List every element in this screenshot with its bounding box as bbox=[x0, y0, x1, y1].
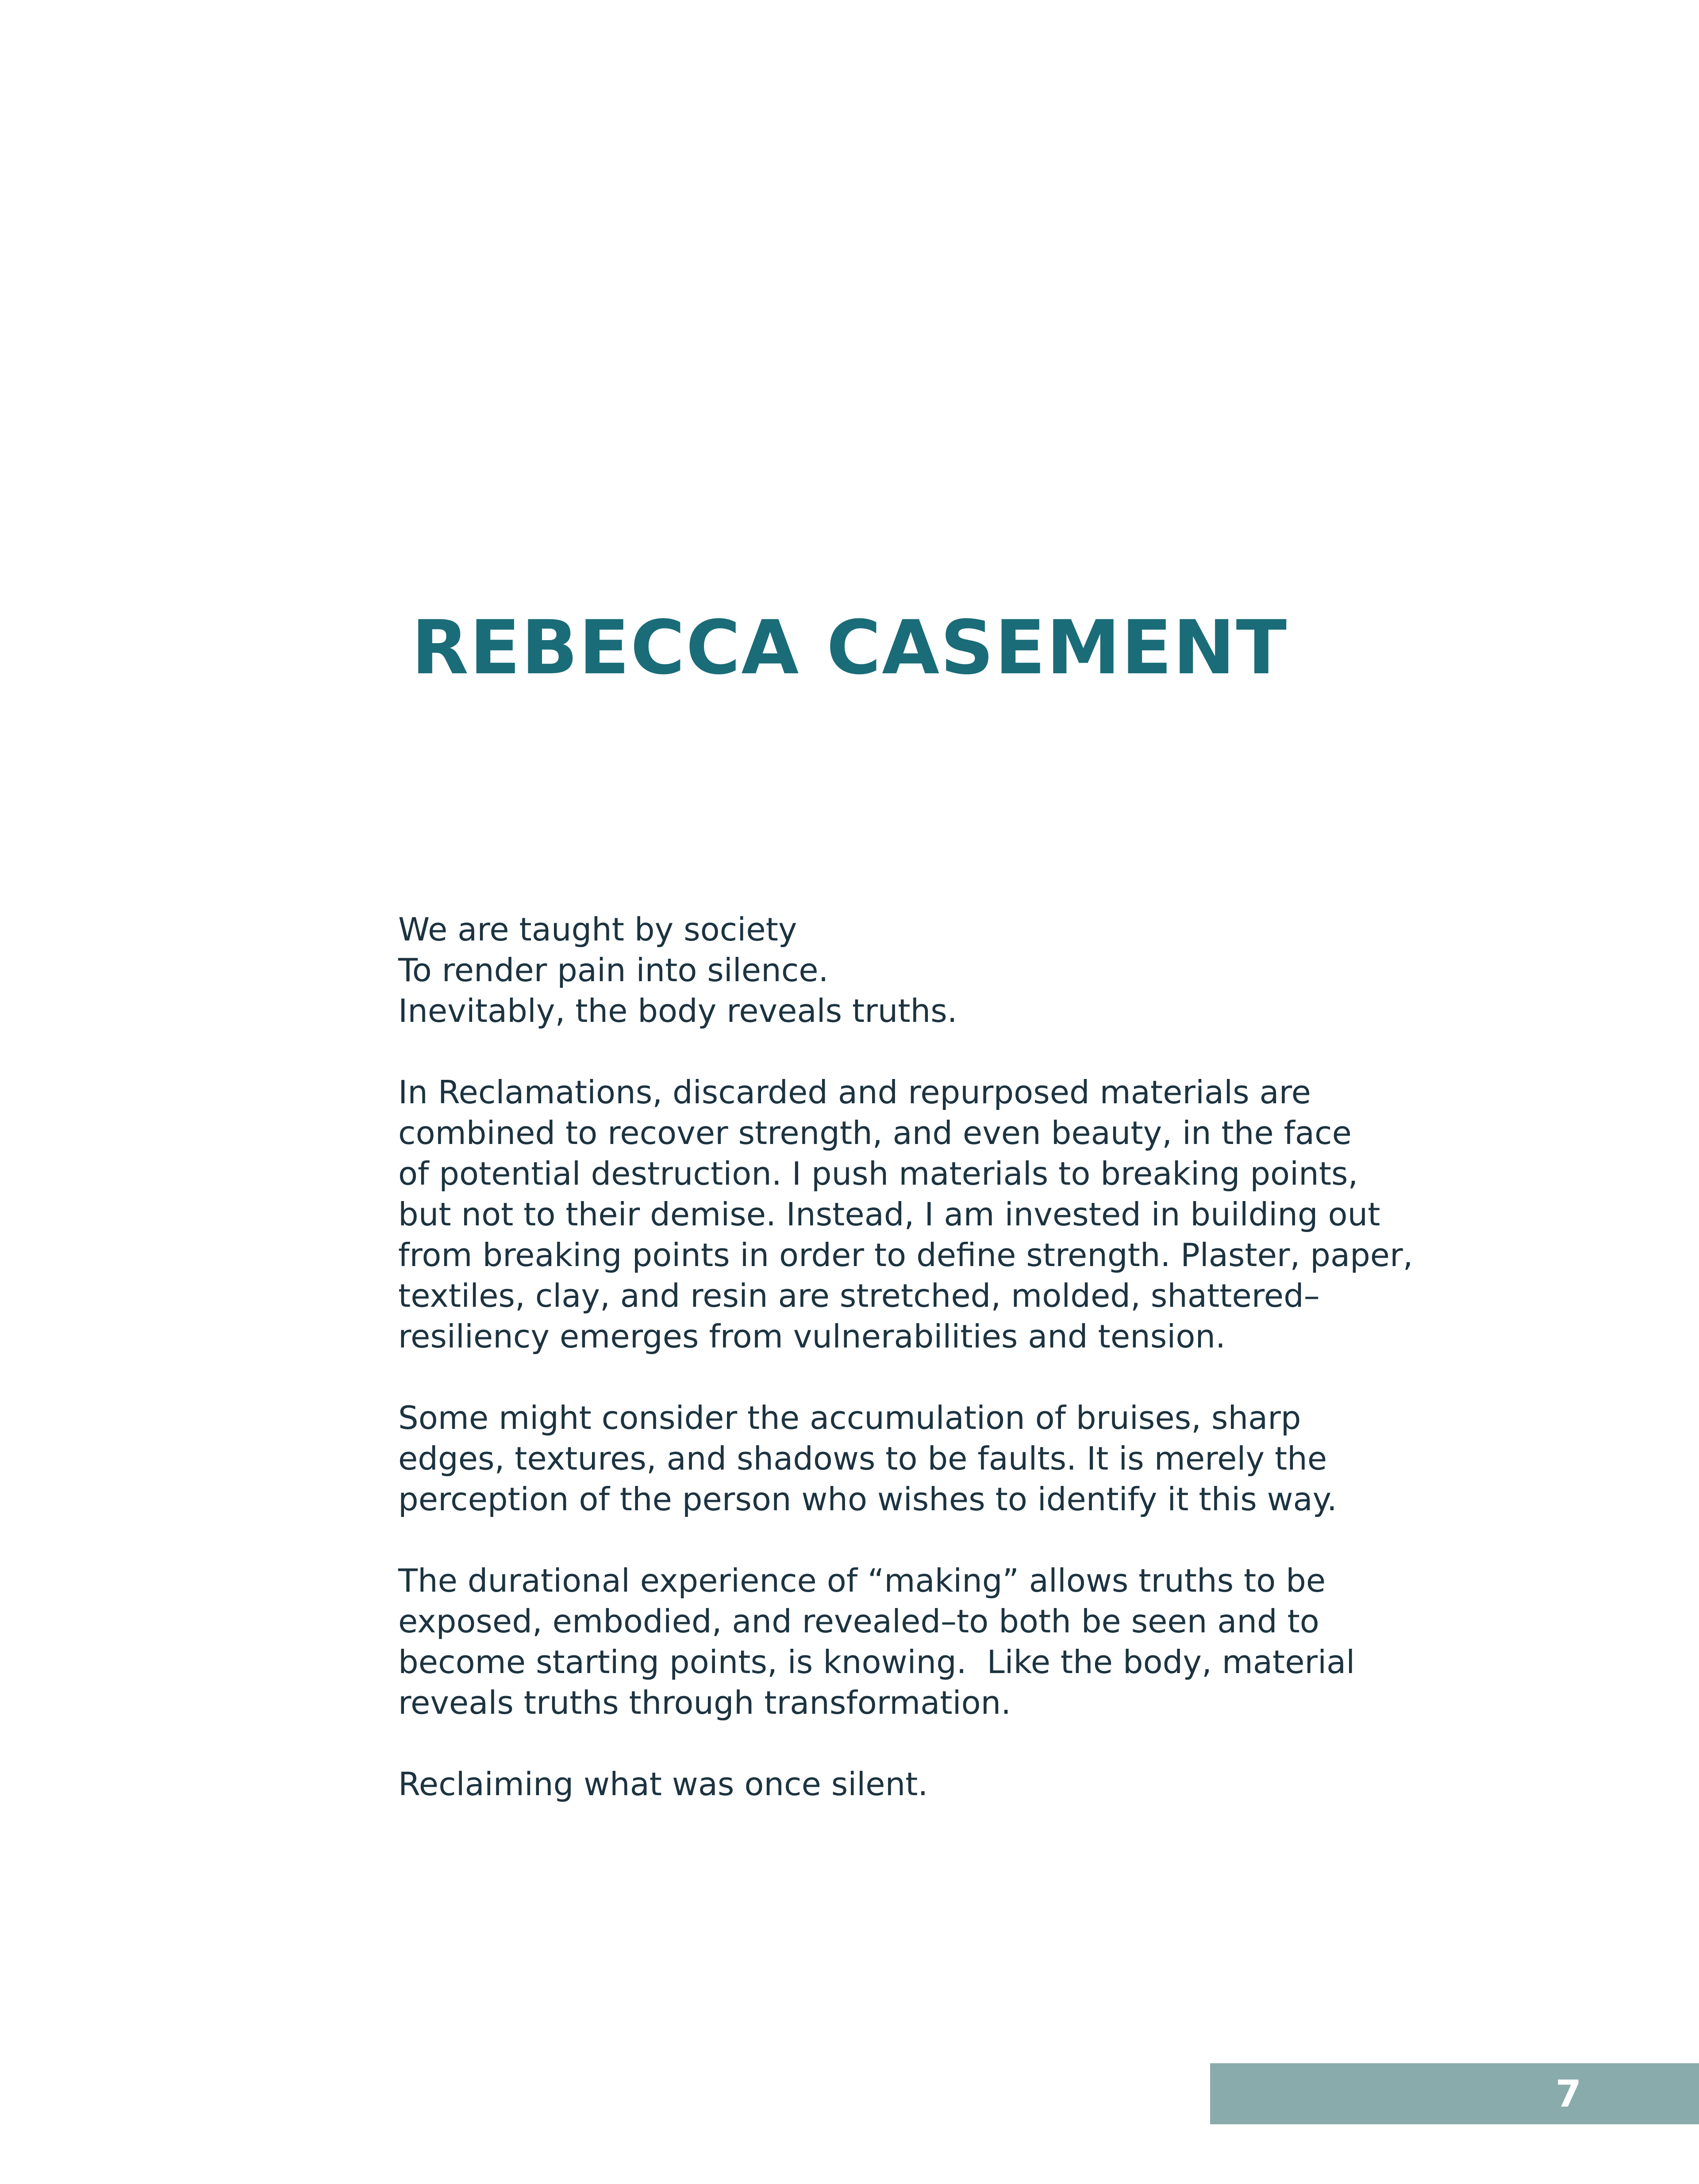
text-line: perception of the person who wishes to identify it this way. bbox=[398, 1481, 1337, 1518]
paragraph-2 bbox=[398, 1072, 1413, 1357]
text-line: exposed, embodied, and revealed–to both be seen and to bbox=[398, 1603, 1319, 1640]
page-number-tab bbox=[1210, 2063, 1699, 2124]
text-line: We are taught by society bbox=[398, 911, 797, 948]
text-line: reveals truths through transformation. bbox=[398, 1684, 1011, 1721]
text-line: Some might consider the accumulation of bruises, sharp bbox=[398, 1399, 1301, 1436]
text-line: edges, textures, and shadows to be faults. It is merely the bbox=[398, 1440, 1327, 1477]
text-line: of potential destruction. I push materials to breaking points, bbox=[398, 1155, 1358, 1192]
text-line: from breaking points in order to define strength. Plaster, paper, bbox=[398, 1236, 1413, 1274]
text-line: To render pain into silence. bbox=[398, 952, 829, 989]
page-title: REBECCA CASEMENT bbox=[411, 604, 1288, 691]
paragraph-4 bbox=[398, 1560, 1355, 1723]
text-line: combined to recover strength, and even beauty, in the face bbox=[398, 1114, 1352, 1151]
paragraph-1 bbox=[398, 909, 1345, 1031]
text-line: Reclaiming what was once silent. bbox=[398, 1766, 928, 1803]
artist-statement bbox=[398, 909, 1413, 1845]
paragraph-5 bbox=[398, 1764, 1345, 1804]
text-line: resiliency emerges from vulnerabilities and tension. bbox=[398, 1318, 1226, 1355]
page-number: 7 bbox=[1555, 2072, 1582, 2115]
paragraph-3 bbox=[398, 1397, 1345, 1520]
text-line: Inevitably, the body reveals truths. bbox=[398, 992, 957, 1029]
text-line: textiles, clay, and resin are stretched, molded, shattered– bbox=[398, 1277, 1320, 1314]
text-line: The durational experience of “making” allows truths to be bbox=[398, 1562, 1326, 1599]
text-line: but not to their demise. Instead, I am invested in building out bbox=[398, 1196, 1380, 1233]
text-line: In Reclamations, discarded and repurposed materials are bbox=[398, 1074, 1311, 1111]
text-line: become starting points, is knowing. Like the body, material bbox=[398, 1643, 1355, 1681]
